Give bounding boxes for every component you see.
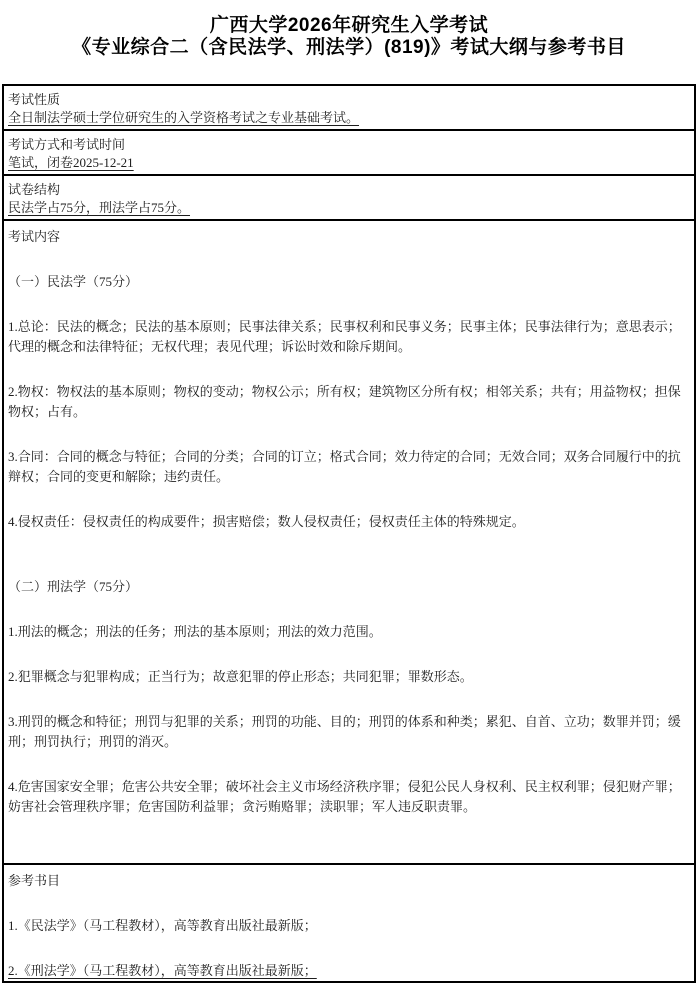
civil-law-item-2: 2.物权：物权法的基本原则；物权的变动；物权公示；所有权；建筑物区分所有权；相邻关系；共有；用益物权；担保物权；占有。 — [8, 384, 681, 419]
criminal-law-heading: （二）刑法学（75分） — [8, 579, 139, 594]
civil-law-item-4: 4.侵权责任：侵权责任的构成要件；损害赔偿；数人侵权责任；侵权责任主体的特殊规定。 — [8, 514, 525, 529]
exam-nature-value: 全日制法学硕士学位研究生的入学资格考试之专业基础考试。 — [8, 110, 360, 125]
exam-method-time-value: 笔试，闭卷2025-12-21 — [8, 155, 134, 170]
document-title-line-2: 《专业综合二（含民法学、刑法学）(819)》考试大纲与参考书目 — [72, 37, 626, 58]
criminal-law-item-2: 2.犯罪概念与犯罪构成；正当行为；故意犯罪的停止形态；共同犯罪；罪数形态。 — [8, 669, 473, 684]
reference-item-1: 1.《民法学》（马工程教材），高等教育出版社最新版； — [8, 918, 317, 933]
exam-method-time-row — [4, 131, 694, 176]
civil-law-item-3: 3.合同：合同的概念与特征；合同的分类；合同的订立；格式合同；效力待定的合同；无效合同；双务合同履行中的抗辩权；合同的变更和解除；违约责任。 — [8, 449, 681, 484]
paper-structure-row — [4, 176, 694, 221]
exam-nature-label: 考试性质 — [8, 92, 61, 107]
references-label: 参考书目 — [8, 873, 61, 888]
criminal-law-item-1: 1.刑法的概念；刑法的任务；刑法的基本原则；刑法的效力范围。 — [8, 624, 382, 639]
reference-item-2: 2.《刑法学》（马工程教材），高等教育出版社最新版； — [8, 963, 317, 978]
references-row — [4, 865, 694, 981]
paper-structure-label: 试卷结构 — [8, 182, 61, 197]
exam-content-label: 考试内容 — [8, 229, 61, 244]
exam-content-row — [4, 221, 694, 865]
civil-law-item-1: 1.总论：民法的概念；民法的基本原则；民事法律关系；民事权利和民事义务；民事主体；民事法律行为；意思表示；代理的概念和法律特征；无权代理；表见代理；诉讼时效和除斥期间。 — [8, 319, 681, 354]
exam-nature-row — [4, 86, 694, 131]
criminal-law-item-4: 4.危害国家安全罪；危害公共安全罪；破坏社会主义市场经济秩序罪；侵犯公民人身权利、民主权利罪；侵犯财产罪；妨害社会管理秩序罪；危害国防利益罪；贪污贿赂罪；渎职罪；军人违反职责罪。 — [8, 779, 681, 814]
exam-method-time-label: 考试方式和考试时间 — [8, 137, 126, 152]
document-title-line-1: 广西大学2026年研究生入学考试 — [209, 15, 489, 36]
document-title — [0, 0, 698, 59]
civil-law-heading: （一）民法学（75分） — [8, 274, 139, 289]
syllabus-table — [2, 84, 696, 983]
paper-structure-value: 民法学占75分，刑法学占75分。 — [8, 200, 191, 215]
criminal-law-item-3: 3.刑罚的概念和特征；刑罚与犯罪的关系；刑罚的功能、目的；刑罚的体系和种类；累犯、自首、立功；数罪并罚；缓刑；刑罚执行；刑罚的消灭。 — [8, 714, 681, 749]
